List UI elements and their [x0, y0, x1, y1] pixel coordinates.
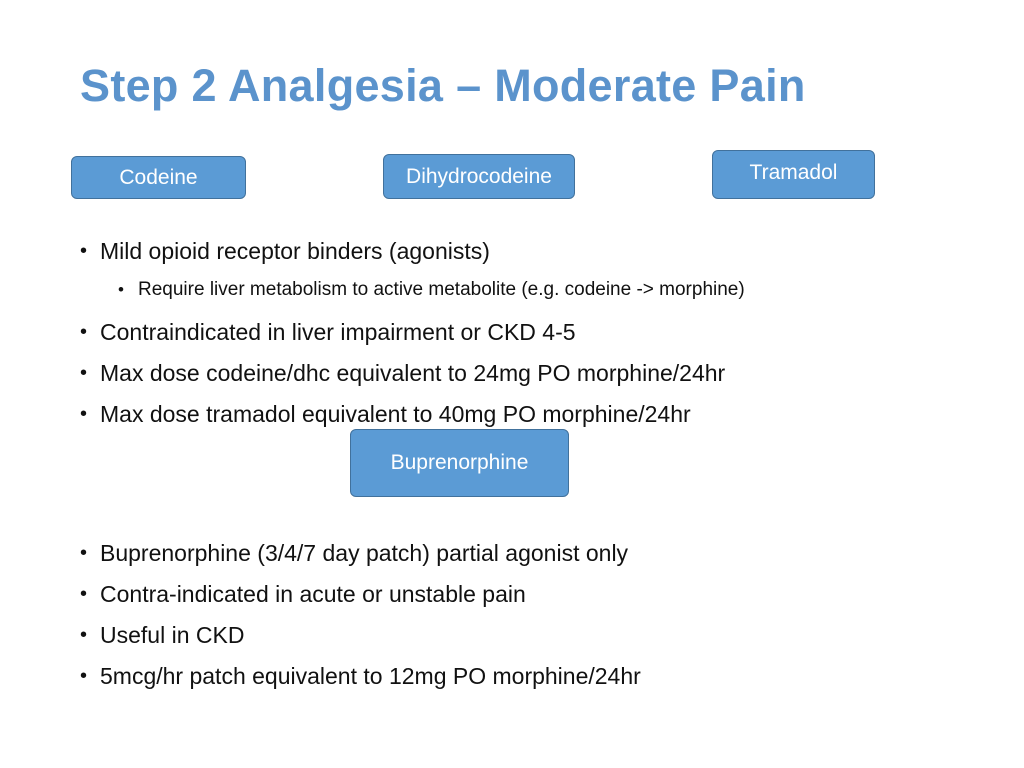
buprenorphine-bullet-list — [80, 539, 641, 703]
tramadol-box: Tramadol — [712, 150, 875, 199]
bullet-item: • Useful in CKD — [80, 621, 641, 662]
bullet-item: • Mild opioid receptor binders (agonists) — [80, 237, 745, 278]
sub-bullet-item: • Require liver metabolism to active metabolite (e.g. codeine -> morphine) — [80, 278, 745, 318]
bullet-item: • Buprenorphine (3/4/7 day patch) partial agonist only — [80, 539, 641, 580]
buprenorphine-box: Buprenorphine — [350, 429, 569, 497]
bullet-item: • Contraindicated in liver impairment or CKD 4-5 — [80, 318, 745, 359]
dihydrocodeine-box: Dihydrocodeine — [383, 154, 575, 199]
slide-title: Step 2 Analgesia – Moderate Pain — [80, 60, 806, 111]
bullet-item: • 5mcg/hr patch equivalent to 12mg PO morphine/24hr — [80, 662, 641, 703]
bullet-item: • Max dose codeine/dhc equivalent to 24mg PO morphine/24hr — [80, 359, 745, 400]
bullet-item: • Max dose tramadol equivalent to 40mg PO morphine/24hr — [80, 400, 745, 441]
step2-bullet-list — [80, 237, 745, 441]
bullet-item: • Contra-indicated in acute or unstable pain — [80, 580, 641, 621]
codeine-box: Codeine — [71, 156, 246, 199]
